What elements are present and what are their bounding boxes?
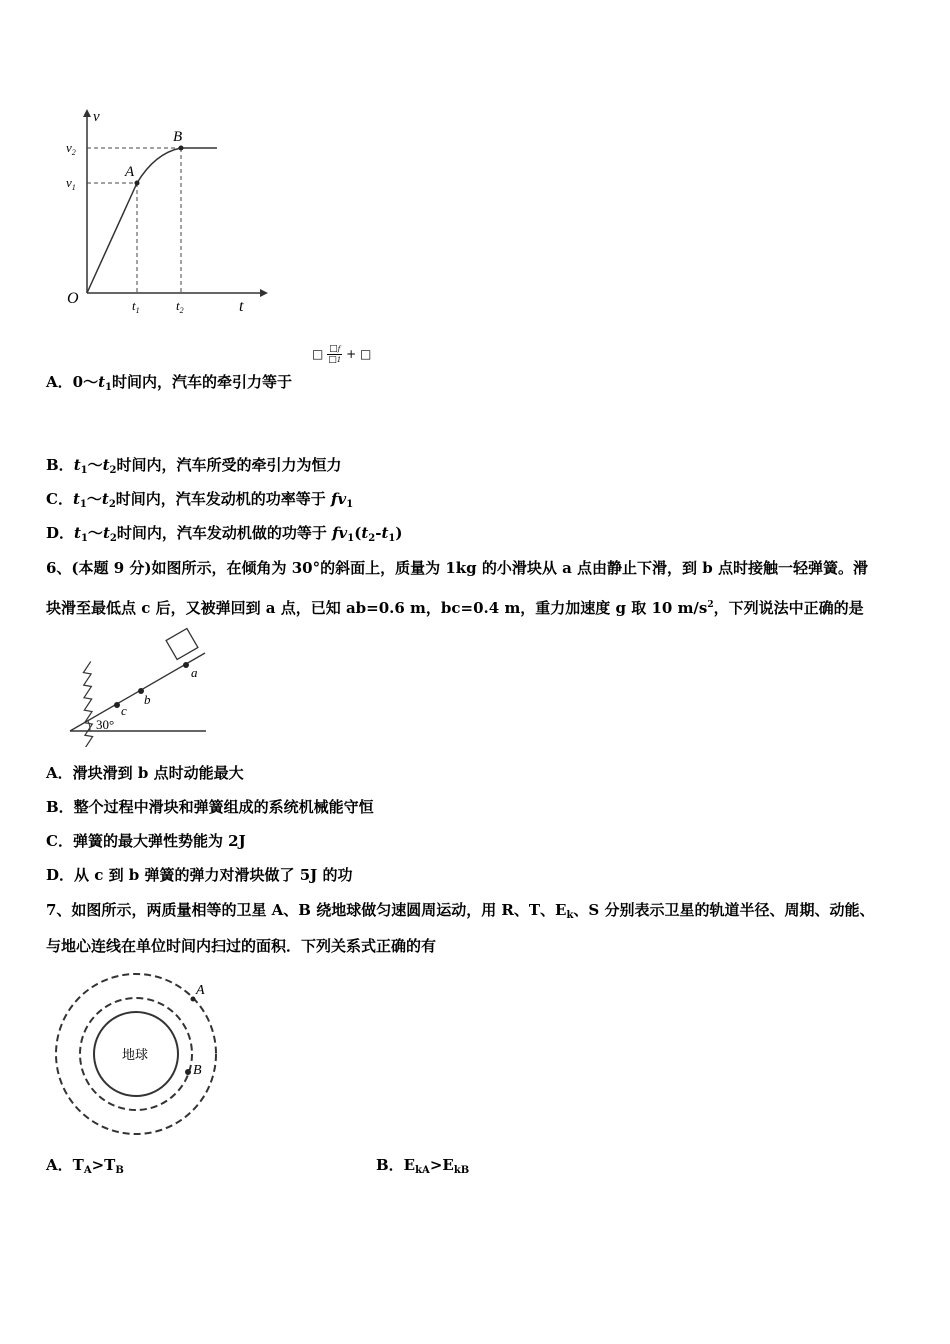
point-a-dot bbox=[135, 181, 140, 186]
formula bbox=[312, 344, 371, 365]
label-c: c bbox=[121, 703, 127, 718]
q6-stem-line2: 块滑至最低点 c 后，又被弹回到 a 点，已知 ab=0.6 m，bc=0.4 m，重力加速度 g 取 10 $m/s^2$，下列说法中正确的是 bbox=[46, 599, 864, 617]
q6-option-b: B．整个过程中滑块和弹簧组成的系统机械能守恒 bbox=[46, 798, 374, 816]
point-a-dot bbox=[183, 662, 189, 668]
satellite-a-dot bbox=[191, 997, 196, 1002]
axis-v-label: v bbox=[93, 109, 100, 125]
q6-option-a: A．滑块滑到 b 点时动能最大 bbox=[46, 764, 244, 782]
q7-stem-line2: 与地心连线在单位时间内扫过的面积．下列关系式正确的有 bbox=[46, 937, 437, 955]
q6-option-d: D．从 c 到 b 弹簧的弹力对滑块做了 5J 的功 bbox=[46, 866, 353, 884]
v-t-curve bbox=[87, 148, 217, 293]
t2-label: $t_2$ bbox=[176, 298, 184, 315]
v1-label: $v_1$ bbox=[66, 175, 76, 192]
angle-label: 30° bbox=[96, 717, 115, 732]
point-a-label: A bbox=[125, 164, 135, 180]
t1-label: $t_1$ bbox=[132, 298, 140, 315]
vt-graph bbox=[55, 105, 275, 320]
q7-option-a: A．$T_A>T_B$ bbox=[46, 1156, 124, 1176]
satellite-b-dot bbox=[185, 1069, 191, 1075]
q6-option-c: C．弹簧的最大弹性势能为 2J bbox=[46, 832, 246, 850]
formula-num: □ bbox=[329, 344, 338, 354]
orbit-figure bbox=[50, 968, 225, 1143]
label-a: a bbox=[191, 665, 198, 680]
formula-num-sub: f bbox=[337, 345, 341, 353]
label-b: B bbox=[193, 1063, 202, 1078]
slider-block bbox=[166, 628, 198, 659]
origin-label: O bbox=[67, 290, 79, 307]
formula-den: □ bbox=[328, 355, 337, 365]
axis-t-label: t bbox=[239, 298, 244, 315]
q6-stem-line1: 6、(本题 9 分)如图所示，在倾角为 30°的斜面上，质量为 1kg 的小滑块从 a 点由静止下滑，到 b 点时接触一轻弹簧。滑 bbox=[46, 559, 868, 577]
point-b-label: B bbox=[173, 129, 183, 145]
q7-option-b: B．$E_{kA}>E_{kB}$ bbox=[376, 1156, 470, 1176]
spring-coil bbox=[50, 661, 132, 747]
earth-label: 地球 bbox=[122, 1047, 149, 1062]
q5-option-b: B．$t_1\sim t_2$时间内，汽车所受的牵引力为恒力 bbox=[46, 456, 342, 476]
point-b-dot bbox=[179, 146, 184, 151]
formula-den-sub: 1 bbox=[336, 356, 342, 364]
point-c-dot bbox=[114, 702, 120, 708]
formula-box: □ bbox=[312, 347, 324, 361]
q5-option-a: A．$0\sim t_1$时间内，汽车的牵引力等于 bbox=[46, 373, 292, 393]
q5-option-c: C．$t_1\sim t_2$时间内，汽车发动机的功率等于 $fv_1$ bbox=[46, 490, 354, 510]
formula-box: □ bbox=[360, 347, 372, 361]
label-b: b bbox=[144, 692, 151, 707]
label-a: A bbox=[196, 983, 205, 998]
q5-option-d: D．$t_1\sim t_2$时间内，汽车发动机做的功等于 $fv_1(t_2-t_1)$ bbox=[46, 524, 403, 544]
incline-figure bbox=[50, 625, 220, 747]
v2-label: $v_2$ bbox=[66, 140, 76, 157]
formula-plus: + bbox=[346, 347, 357, 361]
q7-stem-line1: 7、如图所示，两质量相等的卫星 A、B 绕地球做匀速圆周运动，用 R、T、$E_k$、S 分别表示卫星的轨道半径、周期、动能、 bbox=[46, 901, 875, 921]
